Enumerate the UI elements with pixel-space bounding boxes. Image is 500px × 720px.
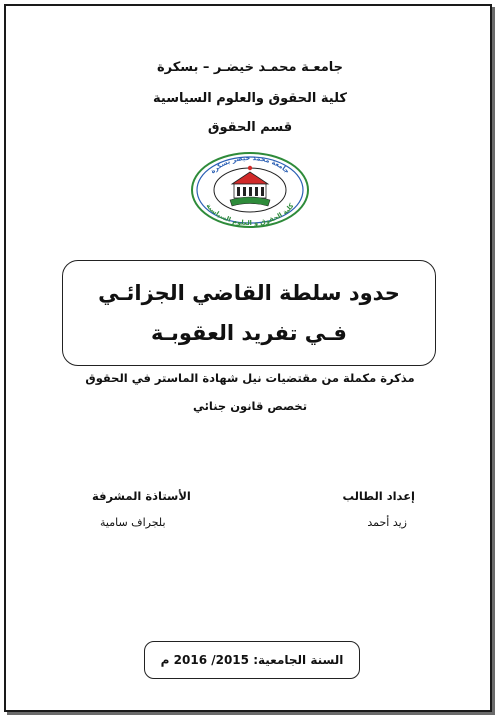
- seal-ring-bottom-text: كلية الحقوق و العلوم السياسية: [204, 201, 296, 228]
- academic-year: السنة الجامعية: 2015/ 2016 م: [160, 653, 344, 667]
- thesis-degree-note: مذكرة مكملة من مقتضيات نيل شهادة الماستر في الحقوق: [85, 371, 415, 385]
- student-label: إعداد الطالب: [342, 489, 415, 503]
- student-name: زيد أحمد: [367, 516, 407, 529]
- thesis-title-line-2: فـي تفريد العقوبـة: [151, 321, 347, 345]
- university-seal-icon: [188, 150, 312, 230]
- specialty-label: تخصص قانون جنائي: [192, 399, 308, 413]
- supervisor-name: بلجراف سامية: [100, 516, 166, 529]
- department-name: قسم الحقوق: [207, 120, 293, 135]
- thesis-title-line-1: حدود سلطة القاضي الجزائـي: [98, 281, 400, 305]
- faculty-name: كلية الحقوق والعلوم السياسية: [153, 91, 347, 106]
- academic-year-box: [144, 641, 360, 679]
- thesis-title-box: [62, 260, 436, 366]
- university-name: جامعـة محمـد خيضـر – بسكرة: [156, 60, 344, 75]
- supervisor-label: الأستاذة المشرفة: [92, 489, 191, 503]
- seal-ring-top-text: جامعة محمد خيضر بسكرة: [208, 153, 292, 176]
